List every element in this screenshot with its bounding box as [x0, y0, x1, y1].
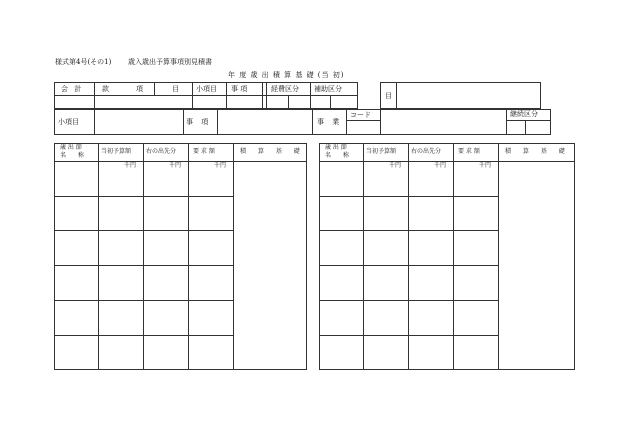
label-kaikei: 会 計 [61, 85, 84, 93]
label-code: コード [350, 111, 371, 119]
left-unit-3: 千円 [214, 162, 227, 169]
label-moku2: 目 [385, 92, 392, 100]
label-hojo-kubun: 補助区分 [314, 85, 342, 93]
right-col-setsu-2: 名 称 [325, 152, 354, 159]
label-jikou2: 事 項 [186, 118, 212, 126]
label-moku: 目 [172, 85, 179, 93]
left-unit-2: 千円 [169, 162, 182, 169]
right-col-migi: 右の出先分 [411, 148, 442, 155]
moku-frame [380, 82, 541, 109]
left-col-toushoyosan: 当初予算額 [101, 148, 132, 155]
left-unit-1: 千円 [124, 162, 137, 169]
left-col-setsu-1: 歳 出 節 [60, 144, 82, 151]
right-unit-3: 千円 [479, 162, 492, 169]
label-shoukoumoku: 小項目 [196, 85, 217, 93]
header-row2-frame [54, 109, 551, 135]
right-col-setsu-1: 歳 出 節 [325, 144, 347, 151]
label-keizoku-kubun: 継続区分 [510, 110, 538, 118]
left-col-youkyu: 要 求 額 [193, 148, 215, 155]
right-col-toushoyosan: 当初予算額 [366, 148, 397, 155]
left-col-migi: 右の出先分 [146, 148, 177, 155]
right-unit-2: 千円 [434, 162, 447, 169]
left-col-sekisan: 積 算 基 礎 [240, 148, 305, 155]
right-unit-1: 千円 [389, 162, 402, 169]
right-col-youkyu: 要 求 額 [458, 148, 480, 155]
form-number: 様式第4号(その1) [55, 58, 112, 66]
form-title: 歳入歳出予算事項別見積書 [128, 58, 212, 66]
form-subtitle: 年 度 歳 出 積 算 基 礎 (当 初) [228, 71, 345, 79]
label-jigyou: 事 業 [317, 118, 343, 126]
label-kan: 款 [102, 85, 109, 93]
label-shoukoumoku2: 小項目 [58, 118, 79, 126]
label-kou: 項 [136, 85, 143, 93]
label-keihi-kubun: 経費区分 [271, 85, 299, 93]
label-jikou: 事 項 [231, 85, 248, 93]
left-col-setsu-2: 名 称 [60, 152, 89, 159]
right-col-sekisan: 積 算 基 礎 [505, 148, 570, 155]
